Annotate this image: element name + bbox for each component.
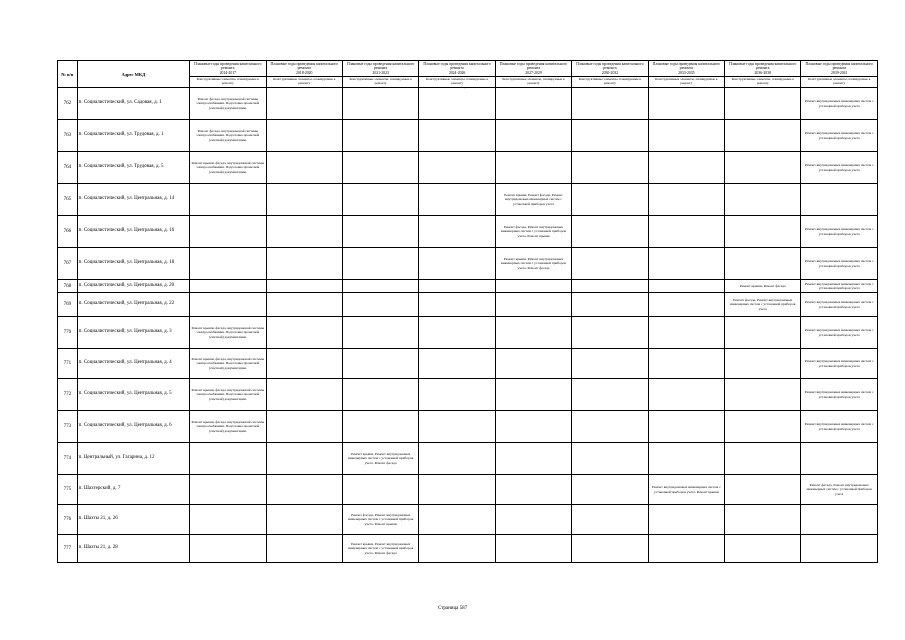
repair-works-cell — [648, 349, 724, 379]
period-years: 2036-2038 — [754, 70, 771, 75]
repair-works-cell — [419, 411, 495, 443]
repair-works-cell — [572, 120, 648, 152]
period-label: Плановые годы проведения капитального ремонта — [652, 62, 721, 71]
row-address: п. Социалистический, ул. Центральная, д. 4 — [77, 349, 189, 379]
repair-works-cell — [419, 248, 495, 280]
repair-works-cell — [419, 216, 495, 248]
col-subheader: Конструктивные элементы, планируемые к ремонту — [342, 77, 418, 88]
repair-works-cell — [342, 120, 418, 152]
row-address: п. Социалистический, ул. Центральная, д. 6 — [77, 411, 189, 443]
col-subheader: Конструктивные элементы, планируемые к ремонту — [801, 77, 878, 88]
col-header-period — [648, 61, 724, 77]
repair-works-cell — [495, 411, 571, 443]
repair-works-cell — [419, 280, 495, 293]
repair-works-cell — [572, 349, 648, 379]
table-body — [58, 88, 878, 563]
row-address: п. Социалистический, ул. Центральная, д. 20 — [77, 280, 189, 293]
col-subheader: Конструктивные элементы, планируемые к ремонту — [725, 77, 801, 88]
table-row — [58, 88, 878, 120]
period-years: 2039-2041 — [831, 70, 848, 75]
period-years: 2021-2023 — [372, 70, 389, 75]
repair-works-cell — [572, 280, 648, 293]
repair-works-cell — [495, 280, 571, 293]
col-header-period — [266, 61, 342, 77]
repair-works-cell — [190, 505, 266, 535]
repair-works-cell — [419, 349, 495, 379]
repair-works-cell — [342, 88, 418, 120]
repair-works-cell — [725, 505, 801, 535]
repair-works-cell — [266, 443, 342, 475]
repair-works-cell — [190, 248, 266, 280]
repair-works-cell — [419, 475, 495, 505]
repair-works-cell: Ремонт фасада, Ремонт внутридомовых инженерных систем с установкой приборов учета, Ремонт крыши — [495, 216, 571, 248]
repair-works-cell: Ремонт внутридомовых инженерных систем с установкой приборов учета — [801, 411, 878, 443]
repair-works-cell — [266, 120, 342, 152]
repair-works-cell — [648, 280, 724, 293]
repair-works-cell — [266, 184, 342, 216]
row-number: 774 — [58, 443, 78, 475]
period-label: Плановые годы проведения капитального ремонта — [729, 62, 797, 71]
period-label: Плановые годы проведения капитального ремонта — [194, 62, 262, 71]
repair-works-cell — [572, 535, 648, 563]
row-address: п. Центральный, ул. Гагарина, д. 12 — [77, 443, 189, 475]
repair-works-cell — [648, 88, 724, 120]
row-address: п. Социалистический, ул. Садовая, д. 1 — [77, 88, 189, 120]
row-number: 762 — [58, 88, 78, 120]
repair-works-cell — [266, 152, 342, 184]
repair-works-cell — [419, 120, 495, 152]
repair-works-cell — [725, 216, 801, 248]
period-years: 2030-2032 — [601, 70, 619, 75]
repair-works-cell: Ремонт фасада, Ремонт внутридомовых инженерных систем с установкой приборов учета — [801, 475, 878, 505]
repair-plan-table — [57, 60, 878, 563]
repair-works-cell — [419, 505, 495, 535]
repair-works-cell — [266, 349, 342, 379]
repair-works-cell — [725, 379, 801, 411]
repair-works-cell — [648, 317, 724, 349]
period-label: Плановые годы проведения капитального ремонта — [805, 62, 873, 71]
row-address: п. Шахты 21, д. 28 — [77, 535, 189, 563]
table-row — [58, 443, 878, 475]
repair-works-cell — [266, 535, 342, 563]
repair-works-cell — [266, 317, 342, 349]
repair-works-cell — [342, 475, 418, 505]
repair-works-cell — [572, 443, 648, 475]
repair-works-cell — [648, 411, 724, 443]
repair-works-cell — [725, 475, 801, 505]
repair-works-cell — [725, 411, 801, 443]
period-years: 2018-2020 — [296, 70, 313, 75]
col-header-address: Адрес МКД — [77, 61, 189, 88]
row-address: п. Шахты 21, д. 26 — [77, 505, 189, 535]
table-row — [58, 152, 878, 184]
repair-works-cell — [648, 184, 724, 216]
table-row — [58, 411, 878, 443]
repair-works-cell — [572, 475, 648, 505]
repair-works-cell — [725, 535, 801, 563]
repair-works-cell — [419, 152, 495, 184]
repair-works-cell — [725, 248, 801, 280]
repair-works-cell — [648, 248, 724, 280]
repair-works-cell — [495, 120, 571, 152]
repair-works-cell — [190, 280, 266, 293]
row-number: 776 — [58, 505, 78, 535]
repair-works-cell — [648, 216, 724, 248]
repair-works-cell: Ремонт внутридомовых инженерных систем с установкой приборов учета — [801, 216, 878, 248]
repair-works-cell: Ремонт фасада, Ремонт внутридомовых инженерных систем с установкой приборов учета, Ремонт крыши — [342, 505, 418, 535]
row-number: 767 — [58, 248, 78, 280]
repair-works-cell — [342, 280, 418, 293]
repair-works-cell — [419, 317, 495, 349]
repair-works-cell — [342, 349, 418, 379]
scan-mark: ' — [464, 88, 465, 93]
row-number: 766 — [58, 216, 78, 248]
col-header-period — [495, 61, 571, 77]
repair-works-cell: Ремонт фасада, Ремонт внутридомовых инженерных систем с установкой приборов учета — [725, 293, 801, 317]
row-number: 764 — [58, 152, 78, 184]
repair-works-cell — [190, 443, 266, 475]
repair-works-cell — [495, 443, 571, 475]
col-header-period — [801, 61, 878, 77]
repair-works-cell — [190, 293, 266, 317]
row-address: п. Шахтерский, д. 7 — [77, 475, 189, 505]
table-row — [58, 475, 878, 505]
repair-works-cell: Ремонт внутридомовых инженерных систем с установкой приборов учета — [801, 349, 878, 379]
repair-works-cell — [572, 216, 648, 248]
repair-works-cell — [648, 535, 724, 563]
repair-works-cell — [648, 293, 724, 317]
repair-works-cell — [572, 88, 648, 120]
repair-works-cell: Ремонт крыши, фасада, внутридомовой системы электроснабжения. Подготовка проектной (сметной) документации. — [190, 317, 266, 349]
repair-works-cell: Ремонт крыши, Ремонт внутридомовых инженерных систем с установкой приборов учета, Ремонт фасада — [342, 535, 418, 563]
repair-works-cell — [266, 411, 342, 443]
col-header-period — [419, 61, 495, 77]
repair-works-cell — [190, 475, 266, 505]
period-label: Плановые годы проведения капитального ремонта — [499, 62, 568, 71]
repair-works-cell — [725, 317, 801, 349]
row-address: п. Социалистический, ул. Центральная, д. 18 — [77, 248, 189, 280]
repair-works-cell — [725, 349, 801, 379]
repair-works-cell — [342, 184, 418, 216]
col-subheader: Конструктивные элементы, планируемые к ремонту — [419, 77, 495, 88]
table-row — [58, 293, 878, 317]
repair-works-cell: Ремонт крыши, фасада, внутридомовой системы электроснабжения. Подготовка проектной (сметной) документации. — [190, 152, 266, 184]
repair-works-cell: Ремонт фасада, внутридомовой системы электроснабжения. Подготовка проектной (сметной) документации. — [190, 88, 266, 120]
repair-works-cell — [419, 535, 495, 563]
row-number: 772 — [58, 379, 78, 411]
row-number: 773 — [58, 411, 78, 443]
repair-works-cell: Ремонт крыши, Ремонт фасада, Ремонт внутридомовых инженерных систем с установкой приборов учета — [495, 184, 571, 216]
repair-works-cell: Ремонт крыши, фасада, внутридомовой системы электроснабжения. Подготовка проектной (сметной) документации. — [190, 411, 266, 443]
repair-works-cell — [495, 379, 571, 411]
repair-works-cell — [725, 88, 801, 120]
repair-works-cell: Ремонт внутридомовых инженерных систем с установкой приборов учета — [801, 280, 878, 293]
row-address: п. Социалистический, ул. Центральная, д. 22 — [77, 293, 189, 317]
table-row — [58, 120, 878, 152]
col-header-period — [725, 61, 801, 77]
repair-works-cell — [190, 184, 266, 216]
repair-works-cell — [725, 152, 801, 184]
repair-works-cell — [572, 317, 648, 349]
row-number: 771 — [58, 349, 78, 379]
row-number: 765 — [58, 184, 78, 216]
repair-works-cell: Ремонт внутридомовых инженерных систем с установкой приборов учета, Ремонт крыши — [648, 475, 724, 505]
repair-works-cell — [572, 184, 648, 216]
repair-works-cell — [342, 293, 418, 317]
repair-works-cell — [648, 120, 724, 152]
repair-works-cell: Ремонт внутридомовых инженерных систем с установкой приборов учета — [801, 317, 878, 349]
repair-works-cell: Ремонт крыши, Ремонт внутридомовых инженерных систем с установкой приборов учета, Ремонт фасада — [342, 443, 418, 475]
period-years: 2014-2017 — [219, 70, 237, 75]
table-row — [58, 535, 878, 563]
repair-works-cell — [495, 505, 571, 535]
repair-works-cell — [648, 443, 724, 475]
repair-works-cell — [266, 280, 342, 293]
row-address: п. Социалистический, ул. Центральная, д. 14 — [77, 184, 189, 216]
period-label: Плановые годы проведения капитального ремонта — [270, 62, 338, 71]
repair-works-cell — [572, 379, 648, 411]
table-row — [58, 317, 878, 349]
period-label: Плановые годы проведения капитального ремонта — [576, 62, 644, 71]
repair-works-cell — [572, 248, 648, 280]
table-row — [58, 505, 878, 535]
col-header-period — [190, 61, 266, 77]
row-address: п. Социалистический, ул. Трудовая, д. 1 — [77, 120, 189, 152]
row-address: п. Социалистический, ул. Центральная, д. 16 — [77, 216, 189, 248]
col-subheader: Конструктивные элементы, планируемые к ремонту — [190, 77, 266, 88]
period-label: Плановые годы проведения капитального ремонта — [346, 62, 415, 71]
repair-works-cell — [495, 88, 571, 120]
repair-works-cell: Ремонт внутридомовых инженерных систем с установкой приборов учета — [801, 88, 878, 120]
row-number: 770 — [58, 317, 78, 349]
repair-works-cell — [342, 411, 418, 443]
col-subheader: Конструктивные элементы, планируемые к ремонту — [648, 77, 724, 88]
col-header-number: № п/п — [58, 61, 78, 88]
col-header-period — [342, 61, 418, 77]
period-years: 2033-2035 — [678, 70, 695, 75]
repair-works-cell — [801, 535, 878, 563]
repair-works-cell — [572, 411, 648, 443]
repair-works-cell — [495, 475, 571, 505]
repair-works-cell — [648, 152, 724, 184]
repair-works-cell — [190, 216, 266, 248]
repair-works-cell — [266, 475, 342, 505]
row-address: п. Социалистический, ул. Центральная, д. 3 — [77, 317, 189, 349]
repair-works-cell — [266, 248, 342, 280]
col-subheader: Конструктивные элементы, планируемые к ремонту — [495, 77, 571, 88]
table-row — [58, 349, 878, 379]
repair-works-cell: Ремонт крыши, Ремонт фасада — [725, 280, 801, 293]
repair-works-cell — [801, 443, 878, 475]
repair-works-cell: Ремонт крыши, фасада, внутридомовой системы электроснабжения. Подготовка проектной (сметной) документации. — [190, 349, 266, 379]
row-number: 768 — [58, 280, 78, 293]
repair-works-cell — [190, 535, 266, 563]
repair-works-cell — [342, 317, 418, 349]
repair-works-cell — [725, 443, 801, 475]
repair-works-cell — [495, 317, 571, 349]
row-address: п. Социалистический, ул. Центральная, д. 5 — [77, 379, 189, 411]
page-number: Страница 587 — [437, 606, 468, 611]
period-years: 2024-2026 — [448, 70, 466, 75]
row-number: 777 — [58, 535, 78, 563]
table-row — [58, 184, 878, 216]
repair-works-cell: Ремонт фасада, внутридомовой системы электроснабжения. Подготовка проектной (сметной) документации. — [190, 120, 266, 152]
repair-works-cell — [648, 505, 724, 535]
repair-works-cell — [572, 505, 648, 535]
col-header-period — [572, 61, 648, 77]
repair-works-cell — [419, 379, 495, 411]
repair-works-cell — [266, 88, 342, 120]
repair-works-cell — [495, 349, 571, 379]
row-number: 769 — [58, 293, 78, 317]
repair-works-cell — [266, 505, 342, 535]
repair-works-cell — [266, 216, 342, 248]
repair-works-cell — [419, 88, 495, 120]
repair-works-cell — [572, 293, 648, 317]
period-label: Плановые годы проведения капитального ремонта — [423, 62, 491, 71]
col-subheader: Конструктивные элементы, планируемые к ремонту — [572, 77, 648, 88]
repair-works-cell — [266, 293, 342, 317]
repair-works-cell — [342, 216, 418, 248]
repair-works-cell — [495, 152, 571, 184]
repair-works-cell: Ремонт внутридомовых инженерных систем с установкой приборов учета — [801, 152, 878, 184]
repair-works-cell — [266, 379, 342, 411]
repair-works-cell — [495, 293, 571, 317]
row-number: 775 — [58, 475, 78, 505]
repair-works-cell — [572, 152, 648, 184]
repair-works-cell — [801, 505, 878, 535]
row-address: п. Социалистический, ул. Трудовая, д. 5 — [77, 152, 189, 184]
repair-works-cell — [419, 184, 495, 216]
repair-works-cell — [342, 379, 418, 411]
repair-works-cell: Ремонт внутридомовых инженерных систем с установкой приборов учета — [801, 379, 878, 411]
repair-works-cell — [725, 120, 801, 152]
col-subheader: Конструктивные элементы, планируемые к ремонту — [266, 77, 342, 88]
table-row — [58, 280, 878, 293]
repair-works-cell — [419, 293, 495, 317]
table-row — [58, 379, 878, 411]
repair-works-cell — [342, 248, 418, 280]
repair-works-cell — [801, 184, 878, 216]
period-years: 2027-2029 — [525, 70, 542, 75]
repair-works-cell — [495, 535, 571, 563]
repair-works-cell — [419, 443, 495, 475]
repair-works-cell — [648, 379, 724, 411]
repair-works-cell: Ремонт крыши, фасада, внутридомовой системы электроснабжения. Подготовка проектной (сметной) документации. — [190, 379, 266, 411]
repair-works-cell — [725, 184, 801, 216]
row-number: 763 — [58, 120, 78, 152]
repair-works-cell: Ремонт внутридомовых инженерных систем с установкой приборов учета — [801, 248, 878, 280]
repair-works-cell: Ремонт внутридомовых инженерных систем с установкой приборов учета — [801, 120, 878, 152]
table-row — [58, 248, 878, 280]
table-row — [58, 216, 878, 248]
repair-works-cell: Ремонт внутридомовых инженерных систем с установкой приборов учета — [801, 293, 878, 317]
repair-works-cell: Ремонт крыши, Ремонт внутридомовых инженерных систем с установкой приборов учета, Ремонт фасада — [495, 248, 571, 280]
repair-works-cell — [342, 152, 418, 184]
